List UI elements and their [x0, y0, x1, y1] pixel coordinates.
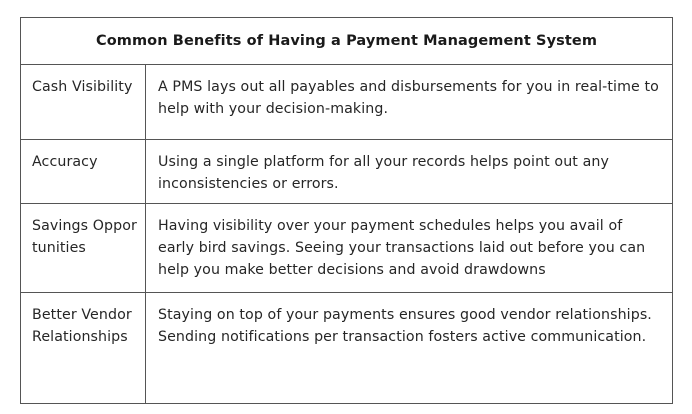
table-title: Common Benefits of Having a Payment Management System	[21, 18, 673, 65]
row-label: Accuracy	[21, 140, 146, 204]
table-row	[21, 204, 673, 293]
benefits-table-container	[20, 17, 673, 404]
row-label: Cash Visibility	[21, 65, 146, 140]
table-row	[21, 65, 673, 140]
row-label: Better Vendor Relationships	[21, 293, 146, 404]
table-row	[21, 293, 673, 404]
row-label: Savings Opportunities	[21, 204, 146, 293]
row-description: A PMS lays out all payables and disbursements for you in real-time to help with your decision-making.	[146, 65, 673, 140]
benefits-table	[20, 17, 673, 404]
row-description: Using a single platform for all your records helps point out any inconsistencies or errors.	[146, 140, 673, 204]
row-description: Staying on top of your payments ensures good vendor relationships. Sending notifications per transaction fosters active communication.	[146, 293, 673, 404]
row-description: Having visibility over your payment schedules helps you avail of early bird savings. Seeing your transactions laid out before you can help you make better decisions and avoid drawdowns	[146, 204, 673, 293]
table-header-row	[21, 18, 673, 65]
table-row	[21, 140, 673, 204]
